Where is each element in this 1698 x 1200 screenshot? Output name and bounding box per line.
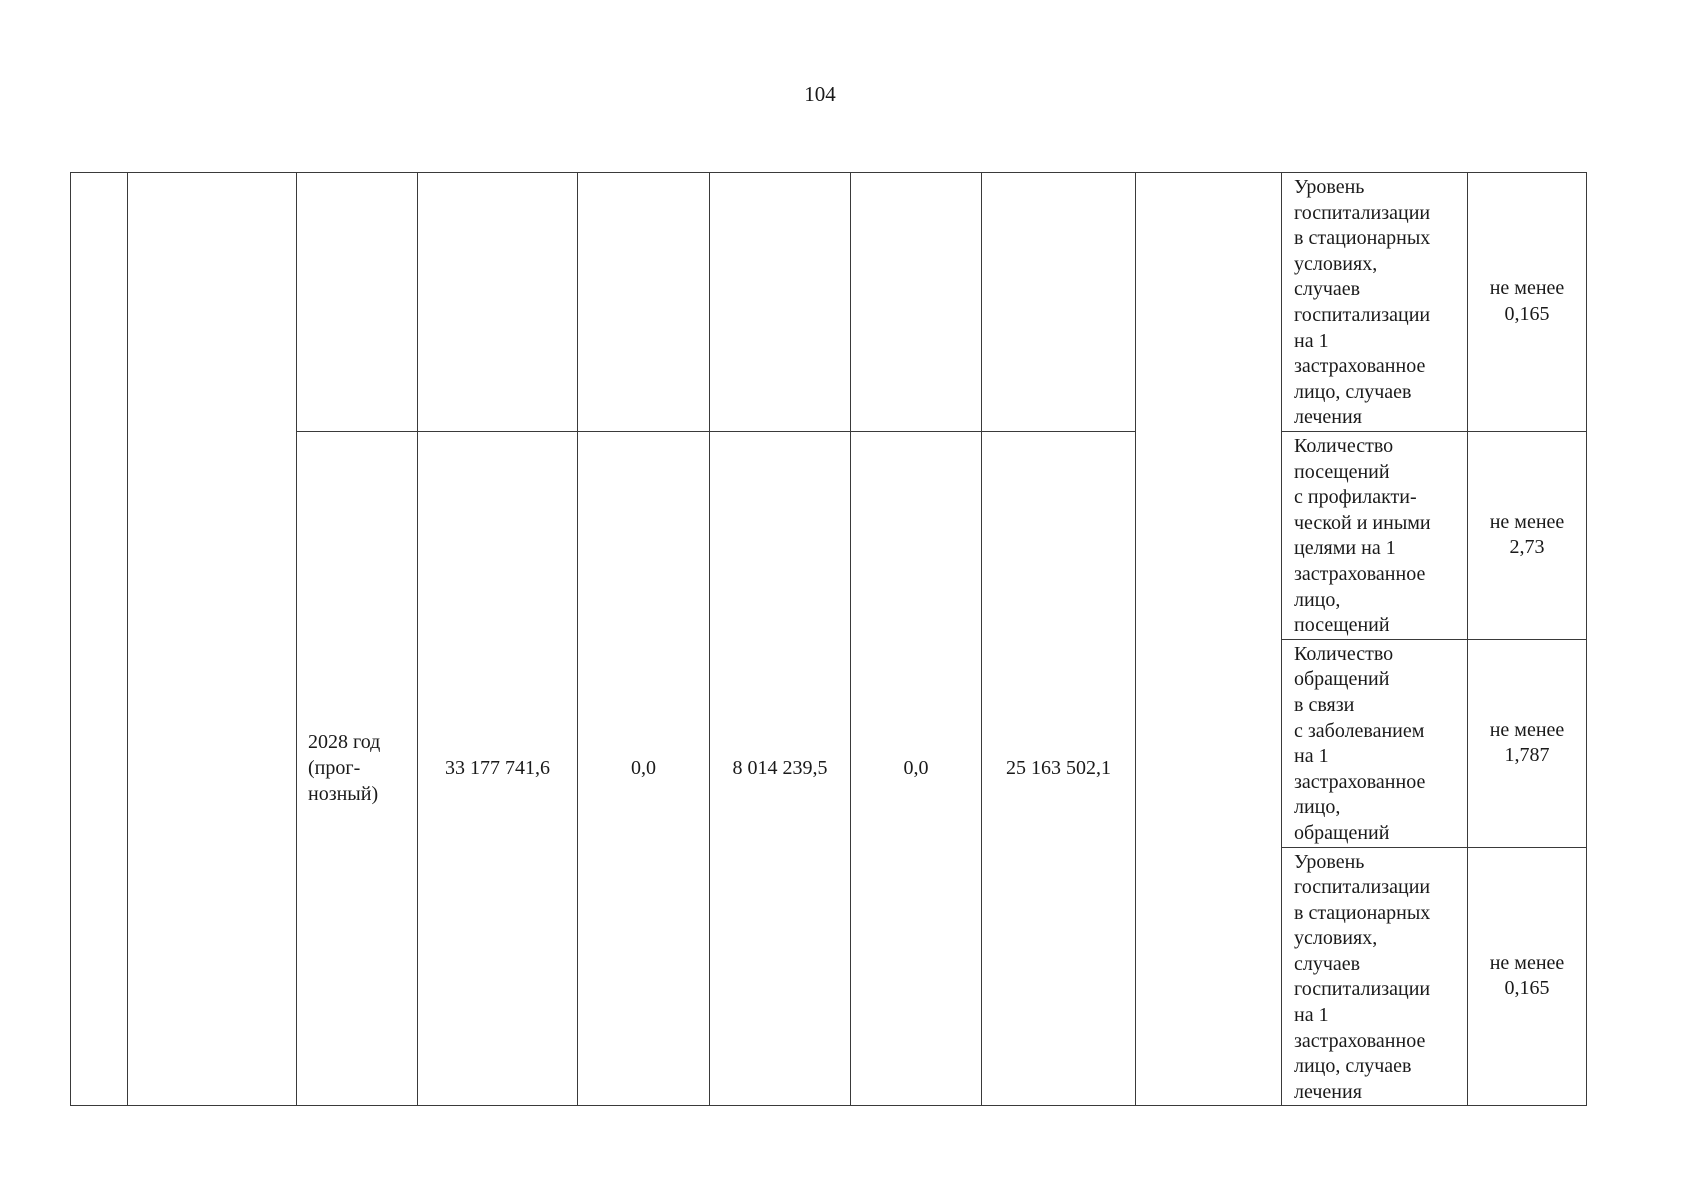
cell-federal-prev xyxy=(578,173,710,432)
cell-executor xyxy=(1136,173,1282,1106)
total-cell: 33 177 741,6 xyxy=(418,432,578,1106)
cell-task xyxy=(128,173,297,1106)
federal-budget-cell: 0,0 xyxy=(578,432,710,1106)
indicator-name: Уровень госпитализации в стационарных условиях, случаев госпитализации на 1 застрахованное лицо, случаев лечения xyxy=(1282,847,1468,1106)
page-number: 104 xyxy=(804,82,836,106)
indicator-name: Уровень госпитализации в стационарных условиях, случаев госпитализации на 1 застрахованное лицо, случаев лечения xyxy=(1282,173,1468,432)
cell-total-prev xyxy=(418,173,578,432)
indicator-name: Количество посещений с профилакти- ческой и иными целями на 1 застрахованное лицо, посещений xyxy=(1282,432,1468,640)
indicator-value: не менее 2,73 xyxy=(1468,432,1587,640)
indicator-value: не менее 0,165 xyxy=(1468,847,1587,1106)
table-row xyxy=(71,173,1587,432)
cell-local-prev xyxy=(851,173,982,432)
year-cell: 2028 год (прог- нозный) xyxy=(297,432,418,1106)
other-sources-cell: 25 163 502,1 xyxy=(982,432,1136,1106)
cell-number xyxy=(71,173,128,1106)
indicator-value: не менее 0,165 xyxy=(1468,173,1587,432)
regional-budget-cell: 8 014 239,5 xyxy=(710,432,851,1106)
indicator-name: Количество обращений в связи с заболеванием на 1 застрахованное лицо, обращений xyxy=(1282,639,1468,847)
indicator-value: не менее 1,787 xyxy=(1468,639,1587,847)
program-financing-table xyxy=(70,172,1587,1106)
cell-regional-prev xyxy=(710,173,851,432)
table-row xyxy=(71,432,1587,640)
cell-other-prev xyxy=(982,173,1136,432)
cell-year-prev xyxy=(297,173,418,432)
local-budget-cell: 0,0 xyxy=(851,432,982,1106)
